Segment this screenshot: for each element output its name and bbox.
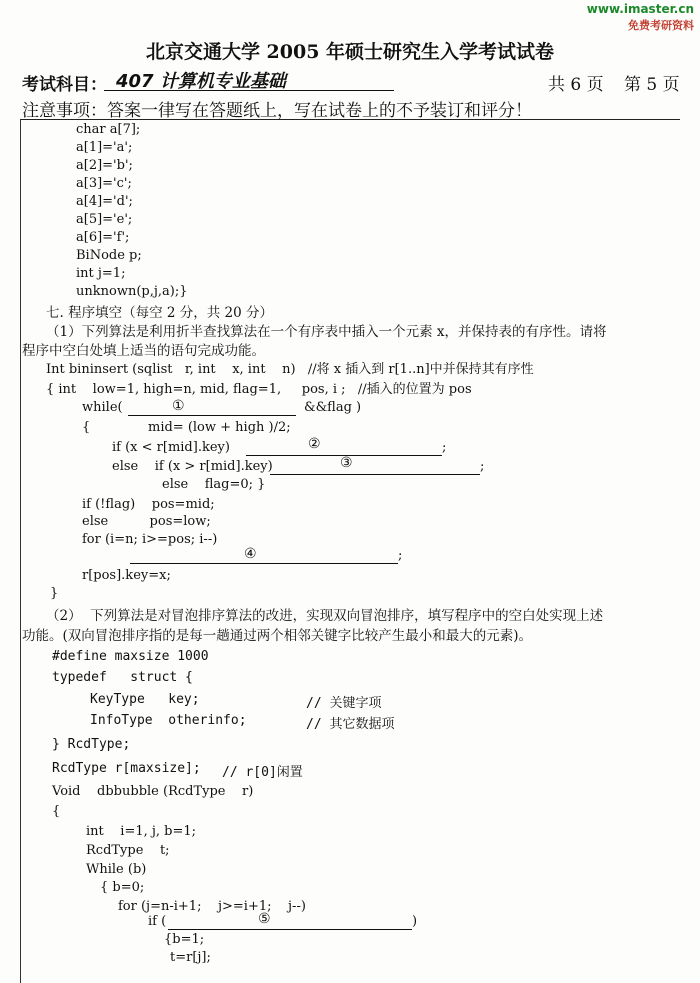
blank-marker-1: ① [172, 398, 185, 414]
code-line: { b=0; [100, 880, 145, 895]
code-line: &&flag ) [304, 400, 362, 415]
code-line: for (i=n; i>=pos; i--) [82, 532, 218, 547]
answer-blank-4 [130, 563, 398, 564]
code-line: r[pos].key=x; [82, 568, 171, 583]
code-line: KeyType key; [90, 692, 200, 707]
blank-marker-4: ④ [244, 546, 257, 562]
code-line: a[4]='d'; [76, 194, 133, 209]
code-line: Int bininsert (sqlist r, int x, int n) //将 x 插入到 r[1..n]中并保持其有序性 [46, 362, 534, 377]
header-rule [20, 119, 680, 120]
code-line: typedef struct { [52, 670, 193, 685]
blank-marker-2: ② [308, 436, 321, 452]
code-comment: // 其它数据项 [306, 717, 395, 732]
code-line: a[5]='e'; [76, 212, 133, 227]
blank-marker-5: ⑤ [258, 911, 271, 927]
watermark-site: www.imaster.cn [586, 2, 694, 16]
code-line: int i=1, j, b=1; [86, 824, 197, 839]
pages-total: 共 6 页 [548, 75, 604, 95]
code-line: RcdType r[maxsize]; [52, 761, 201, 776]
question-2-text: 功能。(双向冒泡排序指的是每一趟通过两个相邻关键字比较产生最小和最大的元素)。 [22, 628, 533, 644]
notice: 注意事项：答案一律写在答题纸上，写在试卷上的不予装订和评分！ [22, 101, 532, 121]
code-line: for (j=n-i+1; j>=i+1; j--) [118, 899, 306, 914]
page-current: 第 5 页 [624, 75, 680, 95]
code-line: { [82, 420, 91, 435]
code-line: mid= (low + high )/2; [148, 420, 291, 435]
code-line: {b=1; [164, 932, 205, 947]
code-line: else if (x > r[mid].key) [112, 459, 273, 474]
code-line: InfoType otherinfo; [90, 713, 247, 728]
subject-underline [104, 90, 394, 91]
semicolon: ; [480, 459, 485, 474]
code-comment: // 关键字项 [306, 696, 382, 711]
code-line: else flag=0; } [162, 477, 266, 492]
code-line: Void dbbubble (RcdType r) [52, 784, 254, 799]
code-line: } RcdType; [52, 737, 131, 752]
code-line: a[2]='b'; [76, 158, 133, 173]
code-line: a[3]='c'; [76, 176, 132, 191]
code-line: a[1]='a'; [76, 140, 133, 155]
code-line: { [52, 804, 61, 819]
code-line: if ( [148, 914, 167, 929]
section-heading: 七. 程序填空（每空 2 分，共 20 分） [46, 305, 274, 321]
code-line: char a[7]; [76, 122, 141, 137]
question-1-text: 程序中空白处填上适当的语句完成功能。 [22, 343, 265, 359]
question-2-text: （2） 下列算法是对冒泡排序算法的改进，实现双向冒泡排序，填写程序中的空白处实现上述 [46, 608, 604, 624]
code-line: int j=1; [76, 266, 126, 281]
semicolon: ; [398, 548, 403, 563]
code-line: ) [412, 914, 418, 929]
code-line: BiNode p; [76, 248, 142, 263]
blank-marker-3: ③ [340, 455, 353, 471]
code-line: { int low=1, high=n, mid, flag=1, pos, i ; //插入的位置为 pos [46, 382, 472, 397]
watermark-tagline: 免费考研资料 [628, 19, 694, 32]
code-line: } [50, 586, 59, 601]
code-line: While (b) [86, 862, 147, 877]
code-line: while( [82, 400, 123, 415]
semicolon: ; [442, 440, 447, 455]
subject-value: 407 计算机专业基础 [116, 71, 286, 92]
page-title: 北京交通大学 2005 年硕士研究生入学考试试卷 [145, 41, 555, 63]
code-line: #define maxsize 1000 [52, 649, 209, 664]
answer-blank-1 [128, 415, 296, 416]
subject-label: 考试科目： [22, 75, 107, 95]
code-line: unknown(p,j,a);} [76, 284, 188, 299]
code-line: a[6]='f'; [76, 230, 130, 245]
code-line: else pos=low; [82, 514, 211, 529]
code-line: RcdType t; [86, 843, 170, 858]
code-line: t=r[j]; [170, 950, 211, 965]
margin-line [20, 119, 21, 983]
answer-blank-5 [168, 929, 412, 930]
code-line: if (x < r[mid].key) [112, 440, 230, 455]
code-comment: // r[0]闲置 [222, 765, 303, 780]
question-1-text: （1）下列算法是利用折半查找算法在一个有序表中插入一个元素 x，并保持表的有序性。请将 [46, 324, 607, 340]
answer-blank-3 [270, 474, 480, 475]
code-line: if (!flag) pos=mid; [82, 497, 215, 512]
